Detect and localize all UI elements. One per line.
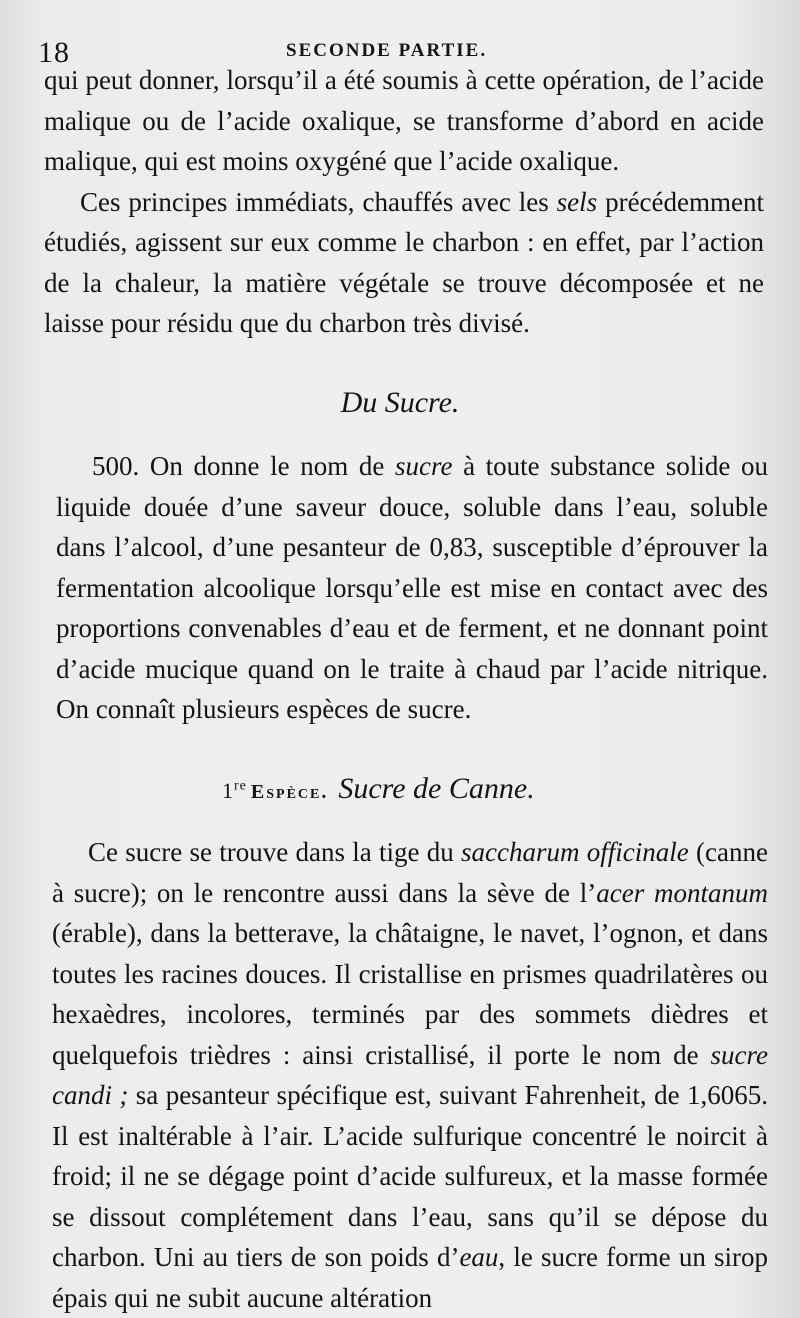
paragraph-text: 500. On donne le nom de [92, 451, 395, 481]
paragraph-text: , le sucre forme un sirop épais qui ne subit aucune altération [52, 1242, 768, 1313]
paragraph-text: (canne à sucre); on le rencontre aussi dans la sève de l’ [52, 837, 768, 908]
paragraph-cane-sugar [52, 832, 768, 1318]
species-number [222, 778, 247, 803]
page-number: 18 [38, 36, 70, 69]
paragraph-text: Ce sucre se trouve dans la tige du [88, 837, 462, 867]
paragraph-text: à toute substance solide ou liquide douée d’une saveur douce, soluble dans l’eau, soluble dans l’alcool, d’une pesanteur de 0,83, susceptible d’éprouver la fermentation alcoolique lorsqu’elle est mise en contact avec des proportions convenables d’eau et de ferment, et ne donnant point d’acide mucique quand on le traite à chaud par l’acide nitrique. On connaît plusieurs espèces de sucre. [56, 451, 768, 724]
section-heading: Du Sucre. [340, 386, 460, 419]
paragraph-text: Ces principes immédiats, chauffés avec les [80, 186, 557, 217]
text-block-definition [56, 446, 768, 730]
text-block-cane-sugar [52, 832, 768, 1318]
text-line: d’abord en acide malique, qui est moins oxygéné que l’acide [44, 105, 764, 176]
paragraph-text: précédemment étudiés, agissent sur eux comme le charbon : en effet, par l’action de la chaleur, la matière végétale se trouve décomposée et ne laisse pour résidu que du charbon très divisé. [44, 186, 764, 338]
text-block-upper [44, 60, 764, 344]
paragraph-principes [44, 182, 764, 344]
italic-term: sucre [394, 451, 453, 481]
running-head: SECONDE PARTIE. [286, 40, 488, 61]
italic-term: sels [556, 186, 598, 217]
text-line: de l’acide malique ou de l’acide oxalique, se transforme [44, 65, 764, 136]
species-number-suffix: re [234, 778, 247, 794]
paragraph-text: sa pesanteur spécifique est, suivant Fahrenheit, de 1,6065. Il est inaltérable à l’air. L’acide sulfurique concentré le noircit à froid; il ne se dégage point d’acide sulfureux, et la masse formée se dissout complétement dans l’eau, sans qu’il se dépose du charbon. Uni au tiers de son poids d’ [52, 1080, 768, 1272]
paragraph-continuation [44, 60, 764, 182]
species-label: Espèce. [250, 781, 329, 803]
species-title: Sucre de Canne. [338, 772, 535, 805]
italic-term: eau [459, 1242, 499, 1272]
text-line: qui peut donner, lorsqu’il a été soumis à cette opération, [44, 65, 652, 95]
species-number-value: 1 [222, 778, 234, 803]
italic-term: saccharum officinale [461, 837, 689, 867]
text-line: oxalique. [519, 146, 620, 176]
italic-term: sucre candi ; [52, 1039, 768, 1110]
paragraph-text: (érable), dans la betterave, la châtaigne, le navet, l’ognon, et dans toutes les racines douces. Il cristallise en prismes quadrilatères ou hexaèdres, incolores, terminés par des sommets dièdres et quelquefois trièdres : ainsi cristallisé, il porte le nom de [52, 918, 768, 1070]
italic-term: acer montanum [596, 877, 768, 908]
species-heading [222, 772, 535, 806]
paragraph-500 [56, 446, 768, 730]
